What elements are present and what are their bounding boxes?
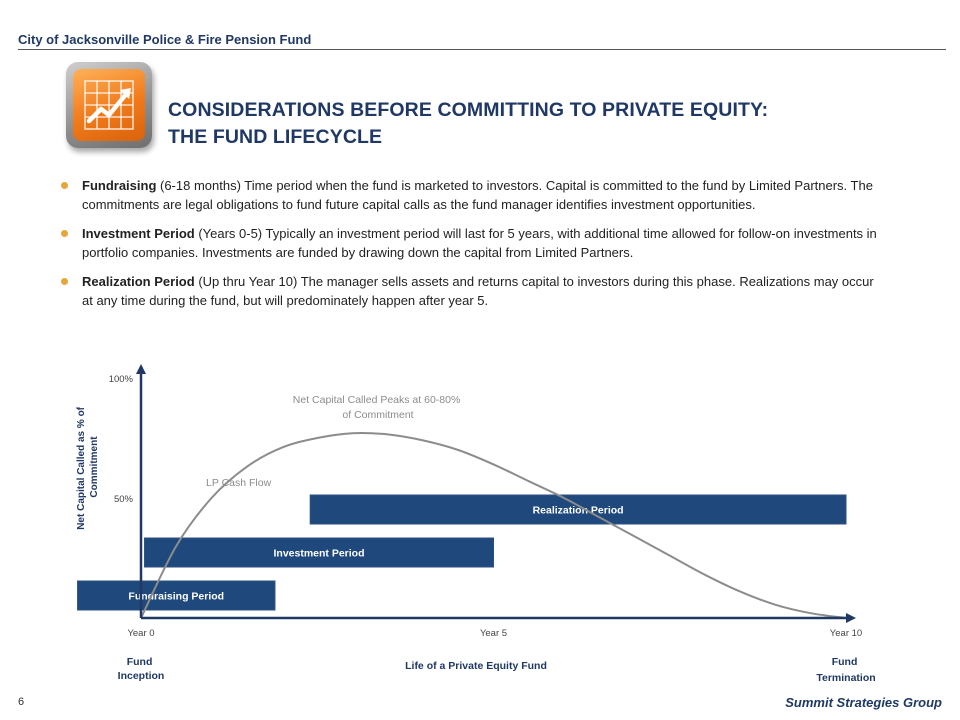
bullet-term: Investment Period [82,226,195,241]
bullet-text: (6-18 months) Time period when the fund is marketed to investors. Capital is committed to the fund by Limited Partners. The commitments are legal obligations to fund future capital calls as the fund manager identifies investment opportunities. [82,178,873,212]
y-tick-label-1: 50% [113,494,133,505]
y-axis-label-line-2: Commitment [89,436,100,498]
fund-termination-label [816,656,875,684]
x-axis-label: Life of a Private Equity Fund [405,660,547,672]
title-line-2: THE FUND LIFECYCLE [168,126,383,148]
y-tick-label-0: 100% [108,374,133,385]
x-tick-label-1: Year 5 [479,628,508,639]
fund-termination-line-2: Termination [816,672,876,684]
bullet-term: Fundraising [82,178,157,193]
cash-flow-annotation: LP Cash Flow [206,477,272,489]
title-line-1: CONSIDERATIONS BEFORE COMMITTING TO PRIVATE EQUITY: [168,99,769,121]
bullet-term: Realization Period [82,274,195,289]
peak-annotation [293,394,463,421]
x-tick-labels [127,628,862,639]
y-axis-label [76,404,100,530]
peak-annotation-line-1: Net Capital Called Peaks at 60-80% [292,394,461,406]
period-bar-label-0: Fundraising Period [128,590,225,603]
peak-annotation-line-2: of Commitment [342,409,414,421]
x-tick-label-0: Year 0 [127,628,155,639]
fund-inception-line-1: Fund [126,656,153,668]
fund-termination-line-1: Fund [831,656,858,668]
page-number: 6 [18,696,25,708]
fund-inception-label [118,656,165,682]
period-bar-label-1: Investment Period [273,547,365,560]
y-axis-label-line-1: Net Capital Called as % of [76,406,87,530]
company-logo: Summit Strategies Group [785,695,942,710]
fund-inception-line-2: Inception [117,670,165,682]
period-bar-label-2: Realization Period [532,504,624,517]
period-bars [78,495,846,610]
x-tick-label-2: Year 10 [829,628,863,639]
y-tick-labels [109,374,134,505]
bullet-text: (Years 0-5) Typically an investment period will last for 5 years, with additional time allowed for follow-on investments in portfolio companies. Investments are funded by drawing down the capital from Limited Partners. [82,226,877,260]
organization-header: City of Jacksonville Police & Fire Pension Fund [18,32,312,47]
bullet-text: (Up thru Year 10) The manager sells assets and returns capital to investors during this phase. Realizations may occur at any time during the fund, but will predominately happen after year 5. [82,274,874,308]
